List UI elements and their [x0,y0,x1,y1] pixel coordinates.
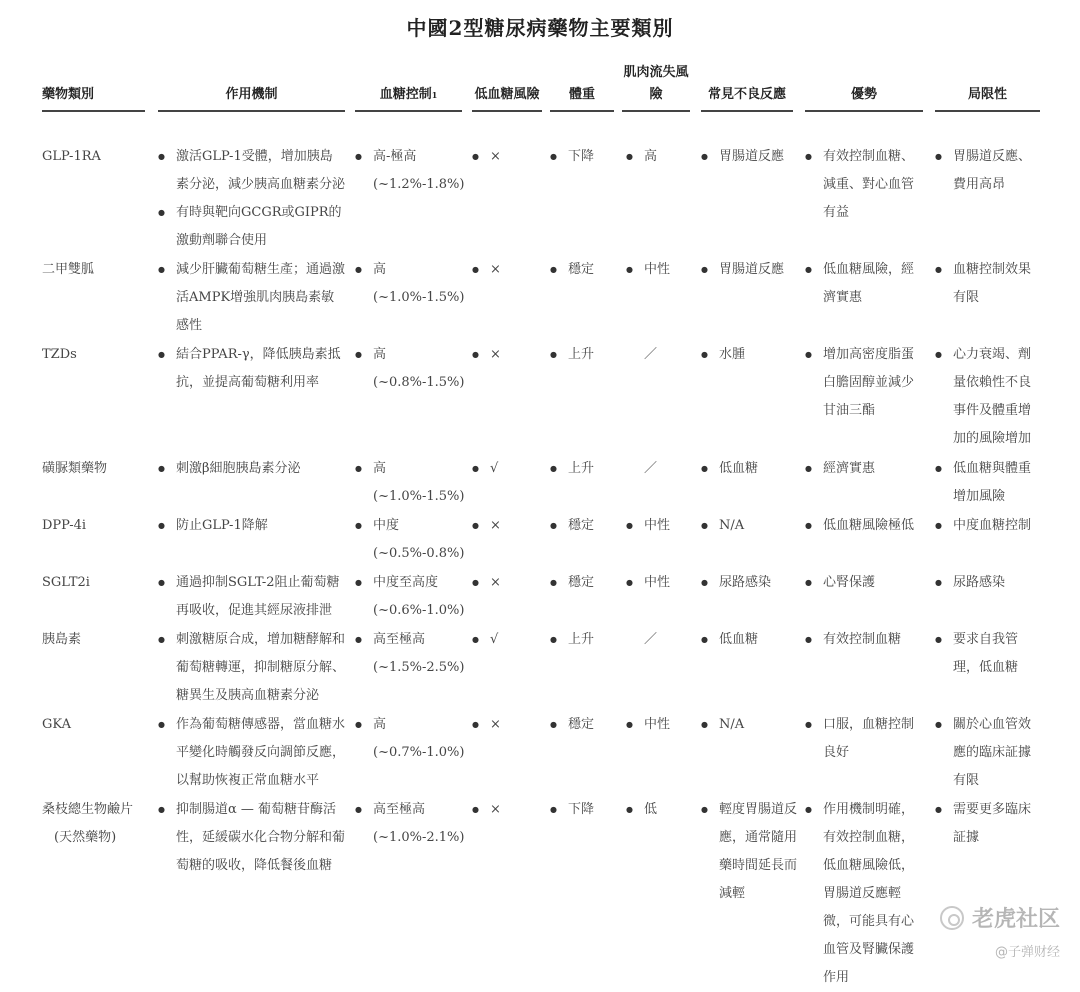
hypo-cell [472,455,542,483]
mechanism-item: ● 防止GLP-1降解 [158,512,345,540]
mechanism-cell [158,256,345,340]
mechanism-cell [158,711,345,795]
weight-value: ● 上升 [550,341,616,369]
muscle-cell [626,512,692,540]
weight-cell [550,455,616,483]
adverse-cell [701,711,797,739]
header-muscle [622,62,690,112]
category-name: DPP-4i [42,518,87,533]
header-hypo-label: 低血糖風險 [474,87,540,102]
limitation-cell [935,569,1040,597]
glucose-range: (~1.2%-1.8%) [373,177,465,192]
header-glucose [355,62,462,112]
limitation-cell [935,711,1040,795]
weight-cell [550,796,616,824]
glucose-level: ● 高-極高 [355,143,465,171]
weight-value: ● 穩定 [550,711,616,739]
hypo-value: ● × [472,512,542,540]
weight-cell [550,143,616,171]
weight-cell [550,711,616,739]
muscle-cell [626,626,692,654]
weight-cell [550,256,616,284]
mechanism-item: ● 通過抑制SGLT-2阻止葡萄糖再吸收，促進其經尿液排泄 [158,569,345,625]
mechanism-cell [158,455,345,483]
adverse-value: ● 水腫 [701,341,797,369]
limitation-value: ● 低血糖與體重增加風險 [935,455,1040,511]
mechanism-item: ● 激活GLP-1受體，增加胰島素分泌，減少胰高血糖素分泌 [158,143,345,199]
glucose-cell [355,256,465,312]
limitation-cell [935,626,1040,682]
header-weight [550,62,614,112]
weight-cell [550,569,616,597]
mechanism-item: ● 刺激β細胞胰島素分泌 [158,455,345,483]
muscle-value: ● 高 [626,143,692,171]
advantage-value: ● 有效控制血糖 [805,626,923,654]
header-glucose-footnote: 1 [431,90,438,100]
page-title: 中國2型糖尿病藥物主要類別 [406,16,674,40]
glucose-cell [355,796,465,852]
glucose-range: (~1.0%-1.5%) [373,489,465,504]
hypo-value: ● × [472,796,542,824]
header-limitation [935,62,1040,112]
muscle-cell [626,455,692,483]
header-advantage [805,62,923,112]
advantage-value: ● 低血糖風險，經濟實惠 [805,256,923,312]
advantage-value: ● 作用機制明確，有效控制血糖，低血糖風險低，胃腸道反應輕微，可能具有心血管及腎臟保護作用 [805,796,923,992]
limitation-cell [935,796,1040,852]
limitation-value: ● 尿路感染 [935,569,1040,597]
weight-cell [550,626,616,654]
weight-cell [550,341,616,369]
advantage-cell [805,143,923,227]
header-glucose-label: 血糖控制 [379,87,432,102]
adverse-cell [701,796,797,908]
muscle-value: ● 中性 [626,256,692,284]
hypo-cell [472,341,542,369]
muscle-cell [626,569,692,597]
muscle-value: ● 中性 [626,711,692,739]
weight-value: ● 穩定 [550,569,616,597]
glucose-cell [355,711,465,767]
hypo-value: ● × [472,341,542,369]
hypo-cell [472,626,542,654]
advantage-cell [805,341,923,425]
watermark-author: @子弹财经 [994,945,1060,960]
advantage-value: ● 增加高密度脂蛋白膽固醇並減少甘油三酯 [805,341,923,425]
limitation-value: ● 胃腸道反應、費用高昂 [935,143,1040,199]
glucose-cell [355,341,465,397]
mechanism-item: ● 抑制腸道α — 葡萄糖苷酶活性，延緩碳水化合物分解和葡萄糖的吸收，降低餐後血糖 [158,796,345,880]
adverse-cell [701,512,797,540]
limitation-cell [935,143,1040,199]
hypo-value: ● × [472,569,542,597]
category-name: SGLT2i [42,575,90,590]
limitation-cell [935,341,1040,453]
community-logo-icon [940,906,964,930]
category-name: GKA [42,717,71,732]
adverse-value: ● N/A [701,711,797,739]
category-name: 二甲雙胍 [42,262,95,277]
muscle-value: ● 低 [626,796,692,824]
header-category [42,62,145,112]
glucose-cell [355,569,465,625]
advantage-value: ● 經濟實惠 [805,455,923,483]
glucose-level: ● 高至極高 [355,796,465,824]
mechanism-cell [158,143,345,255]
hypo-value: ● × [472,256,542,284]
category-cell [42,512,152,540]
advantage-value: ● 心腎保護 [805,569,923,597]
adverse-cell [701,256,797,284]
hypo-value: ● × [472,143,542,171]
adverse-value: ● 輕度胃腸道反應，通常隨用藥時間延長而減輕 [701,796,797,908]
header-category-label: 藥物類別 [42,87,95,102]
adverse-value: ● 低血糖 [701,626,797,654]
category-note: (天然藥物) [54,830,117,845]
advantage-value: ● 有效控制血糖、減重、對心血管有益 [805,143,923,227]
muscle-value: ／ [644,461,658,476]
muscle-value: ／ [644,347,658,362]
category-cell [42,569,152,597]
limitation-cell [935,512,1040,540]
hypo-value: ● × [472,711,542,739]
glucose-level: ● 高 [355,256,465,284]
header-limitation-label: 局限性 [967,87,1007,102]
weight-cell [550,512,616,540]
hypo-cell [472,256,542,284]
advantage-cell [805,455,923,483]
adverse-value: ● 胃腸道反應 [701,256,797,284]
header-muscle-label-line2: 險 [649,87,663,102]
category-cell [42,711,152,739]
glucose-cell [355,455,465,511]
muscle-cell [626,711,692,739]
hypo-cell [472,711,542,739]
mechanism-item: ● 減少肝臟葡萄糖生產；通過激活AMPK增強肌肉胰島素敏感性 [158,256,345,340]
header-muscle-label-line1: 肌肉流失風 [623,65,689,80]
adverse-value: ● 胃腸道反應 [701,143,797,171]
hypo-cell [472,143,542,171]
mechanism-cell [158,341,345,397]
watermark-brand [940,902,1060,933]
header-adverse [701,62,793,112]
watermark [940,902,1060,960]
adverse-cell [701,569,797,597]
weight-value: ● 穩定 [550,256,616,284]
adverse-value: ● 尿路感染 [701,569,797,597]
category-cell [42,341,152,369]
adverse-value: ● N/A [701,512,797,540]
header-weight-label: 體重 [568,87,595,102]
glucose-cell [355,626,465,682]
advantage-cell [805,256,923,312]
muscle-cell [626,143,692,171]
category-cell [42,626,152,654]
category-cell [42,455,152,483]
advantage-value: ● 口服，血糖控制良好 [805,711,923,767]
hypo-value: ● √ [472,626,542,654]
adverse-value: ● 低血糖 [701,455,797,483]
limitation-value: ● 要求自我管理，低血糖 [935,626,1040,682]
header-mechanism-label: 作用機制 [225,87,278,102]
adverse-cell [701,143,797,171]
limitation-value: ● 需要更多臨床証據 [935,796,1040,852]
limitation-value: ● 中度血糖控制 [935,512,1040,540]
adverse-cell [701,341,797,369]
glucose-range: (~0.8%-1.5%) [373,375,465,390]
glucose-level: ● 高至極高 [355,626,465,654]
header-adverse-label: 常見不良反應 [707,87,786,102]
category-cell [42,796,152,852]
limitation-value: ● 血糖控制效果有限 [935,256,1040,312]
watermark-brand-text: 老虎社区 [971,907,1060,932]
muscle-cell [626,256,692,284]
mechanism-item: ● 結合PPAR-γ，降低胰島素抵抗，並提高葡萄糖利用率 [158,341,345,397]
advantage-cell [805,569,923,597]
glucose-range: (~0.6%-1.0%) [373,603,465,618]
limitation-cell [935,256,1040,312]
muscle-value: ／ [644,632,658,647]
glucose-level: ● 高 [355,455,465,483]
category-cell [42,256,152,284]
hypo-value: ● √ [472,455,542,483]
header-hypo [472,62,542,112]
advantage-cell [805,796,923,992]
category-name: GLP-1RA [42,149,101,164]
advantage-value: ● 低血糖風險極低 [805,512,923,540]
weight-value: ● 上升 [550,455,616,483]
mechanism-cell [158,796,345,880]
advantage-cell [805,626,923,654]
adverse-cell [701,455,797,483]
hypo-cell [472,569,542,597]
mechanism-cell [158,569,345,625]
muscle-value: ● 中性 [626,512,692,540]
header-mechanism [158,62,345,112]
hypo-cell [472,796,542,824]
mechanism-item: ● 刺激糖原合成，增加糖酵解和葡萄糖轉運，抑制糖原分解、糖異生及胰高血糖素分泌 [158,626,345,710]
category-name: 胰島素 [42,632,82,647]
mechanism-cell [158,512,345,540]
glucose-range: (~1.0%-1.5%) [373,290,465,305]
mechanism-item: ● 有時與靶向GCGR或GIPR的激動劑聯合使用 [158,199,345,255]
glucose-cell [355,143,465,199]
glucose-range: (~1.5%-2.5%) [373,660,465,675]
glucose-range: (~1.0%-2.1%) [373,830,465,845]
glucose-level: ● 高 [355,711,465,739]
mechanism-cell [158,626,345,710]
glucose-range: (~0.5%-0.8%) [373,546,465,561]
category-name: 桑枝總生物鹼片 [42,802,134,817]
glucose-range: (~0.7%-1.0%) [373,745,465,760]
muscle-cell [626,341,692,369]
hypo-cell [472,512,542,540]
glucose-level: ● 中度 [355,512,465,540]
advantage-cell [805,711,923,767]
weight-value: ● 下降 [550,143,616,171]
glucose-level: ● 中度至高度 [355,569,465,597]
limitation-cell [935,455,1040,511]
limitation-value: ● 心力衰竭、劑量依賴性不良事件及體重增加的風險增加 [935,341,1040,453]
weight-value: ● 穩定 [550,512,616,540]
header-advantage-label: 優勢 [850,87,877,102]
mechanism-item: ● 作為葡萄糖傳感器，當血糖水平變化時觸發反向調節反應，以幫助恢複正常血糖水平 [158,711,345,795]
category-name: TZDs [42,347,77,362]
weight-value: ● 上升 [550,626,616,654]
glucose-level: ● 高 [355,341,465,369]
glucose-cell [355,512,465,568]
limitation-value: ● 關於心血管效應的臨床証據有限 [935,711,1040,795]
category-cell [42,143,152,171]
weight-value: ● 下降 [550,796,616,824]
category-name: 磺脲類藥物 [42,461,108,476]
advantage-cell [805,512,923,540]
muscle-value: ● 中性 [626,569,692,597]
adverse-cell [701,626,797,654]
muscle-cell [626,796,692,824]
